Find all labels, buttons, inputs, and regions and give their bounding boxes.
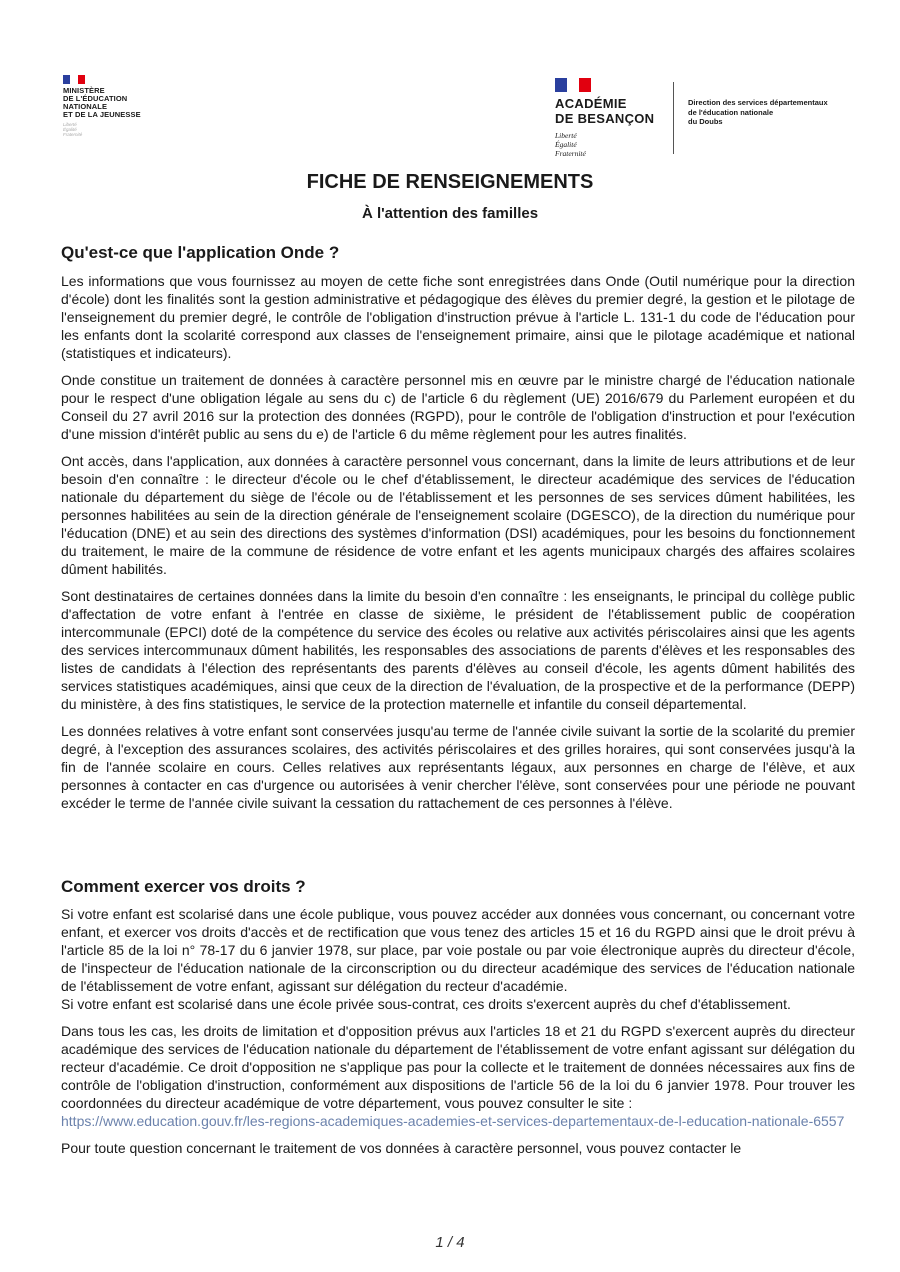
academy-name-line: DE BESANÇON <box>555 111 655 126</box>
section-onde <box>61 242 855 812</box>
dsden-label: Direction des services départementaux de l'éducation nationale du Doubs <box>688 98 828 126</box>
ministry-name-line: DE L'ÉDUCATION <box>63 94 128 103</box>
section-droits <box>61 876 855 1157</box>
paragraph: Si votre enfant est scolarisé dans une école privée sous-contrat, ces droits s'exercent auprès du chef d'établissement. <box>61 996 791 1012</box>
academie-directory-link[interactable]: https://www.education.gouv.fr/les-regions-academiques-academies-et-services-departementaux-de-l-education-nationale-6557 <box>61 1113 845 1129</box>
paragraph: Dans tous les cas, les droits de limitation et d'opposition prévus aux l'articles 18 et 21 du RGPD s'exercent auprès du directeur académique des services de l'éducation nationale du département de l'établissement de votre enfant agissant sur délégation du recteur d'académie. Ce droit d'opposition ne s'applique pas pour la collecte et le traitement de données nécessaires aux fins de contrôle de l'obligation d'instruction, conformément aux dispositions de l'article 56 de la loi du 6 janvier 1978. Pour trouver les coordonnées du directeur académique de votre département, vous pouvez consulter le site : <box>61 1023 855 1111</box>
page-number: 1 / 4 <box>435 1234 465 1251</box>
paragraph: Sont destinataires de certaines données dans la limite du besoin d'en connaître : les enseignants, le principal du collège public d'affectation de votre enfant à l'entrée en classe de sixième, le président de l'établissement public de coopération intercommunale (EPCI) doté de la compétence du service des écoles ou relative aux activités périscolaires ainsi que les agents des services intercommunaux dûment habilités, les responsables des associations de parents d'élèves et les responsables des listes de candidats à l'élection des représentants des parents d'élèves au conseil d'école, les agents dûment habilités des services statistiques académiques, ainsi que ceux de la direction de l'évaluation, de la prospective et de la performance (DEPP) du ministère, à des fins statistiques, le service de la protection maternelle et infantile du conseil départemental. <box>61 588 855 712</box>
section-heading: Qu'est-ce que l'application Onde ? <box>61 243 340 262</box>
academy-name-line: ACADÉMIE <box>555 96 627 111</box>
page-title: FICHE DE RENSEIGNEMENTS <box>306 171 594 193</box>
paragraph: Si votre enfant est scolarisé dans une école publique, vous pouvez accéder aux données vous concernant, ou concernant votre enfant, et exercer vos droits d'accès et de rectification que vous tenez des articles 15 et 16 du RGPD ainsi que le droit prévu à l'article 85 de la loi n° 78-17 du 6 janvier 1978, sur place, par voie postale ou par voie électronique auprès du directeur d'école, de l'inspecteur de l'éducation nationale de la circonscription ou du directeur académique des services de l'éducation nationale de l'établissement de votre enfant, agissant sur délégation du recteur d'académie. <box>61 906 855 994</box>
paragraph: Les données relatives à votre enfant sont conservées jusqu'au terme de l'année civile suivant la sortie de la scolarité du premier degré, à l'exception des assurances scolaires, des activités périscolaires et des grilles horaires, qui sont conservées jusqu'à la fin de l'année scolaire en cours. Celles relatives aux représentants légaux, aux personnes en charge de l'élève, et aux personnes à contacter en cas d'urgence ou autorisées à venir chercher l'élève, sont conservées pour une période ne pouvant excéder le terme de l'année civile suivant la cessation du rattachement de ces personnes à l'élève. <box>61 723 855 811</box>
page-subtitle: À l'attention des familles <box>361 205 539 222</box>
paragraph: Ont accès, dans l'application, aux données à caractère personnel vous concernant, dans la limite de leurs attributions et de leur besoin d'en connaître : le directeur d'école ou le chef d'établissement, le directeur académique des services de l'éducation nationale du département du siège de l'école ou de l'établissement et les personnes de ses services dûment habilitées, les personnes habilitées au sein de la direction générale de l'enseignement scolaire (DGESCO), de la direction du numérique pour l'éducation (DNE) et au sein des directions des systèmes d'information (DSI) académiques, pour les besoins du fonctionnement du traitement, le maire de la commune de résidence de votre enfant et les agents municipaux chargés des affaires scolaires dûment habilités. <box>61 453 855 577</box>
academy-logo <box>555 78 654 158</box>
ministry-logo <box>63 75 141 137</box>
ministry-name-line: NATIONALE <box>63 102 108 111</box>
french-flag-icon <box>63 75 85 84</box>
paragraph: Pour toute question concernant le traitement de vos données à caractère personnel, vous pouvez contacter le <box>61 1140 742 1156</box>
ministry-name-line: ET DE LA JEUNESSE <box>63 110 141 119</box>
french-flag-icon <box>555 78 591 92</box>
section-heading: Comment exercer vos droits ? <box>61 877 306 896</box>
ministry-name-line: MINISTÈRE <box>63 86 105 95</box>
ministry-motto: Liberté Égalité Fraternité <box>63 122 83 137</box>
academy-motto: Liberté Égalité Fraternité <box>555 131 586 158</box>
header-divider <box>673 82 674 154</box>
paragraph: Onde constitue un traitement de données à caractère personnel mis en œuvre par le ministre chargé de l'éducation nationale pour le respect d'une obligation légale au sens du c) de l'article 6 du règlement (UE) 2016/679 du Parlement européen et du Conseil du 27 avril 2016 sur la protection des données (RGPD), pour le contrôle de l'obligation d'instruction et pour l'exécution d'une mission d'intérêt public au sens du e) de l'article 6 du même règlement pour les autres finalités. <box>61 372 855 442</box>
paragraph: Les informations que vous fournissez au moyen de cette fiche sont enregistrées dans Onde (Outil numérique pour la direction d'école) dont les finalités sont la gestion administrative et pédagogique des élèves du premier degré, la gestion et le pilotage de l'enseignement du premier degré, le contrôle de l'obligation d'instruction prévue à l'article L. 131-1 du code de l'éducation pour les enfants dont la scolarité correspond aux classes de l'enseignement primaire, ainsi que le pilotage académique et national (statistiques et indicateurs). <box>61 273 855 361</box>
